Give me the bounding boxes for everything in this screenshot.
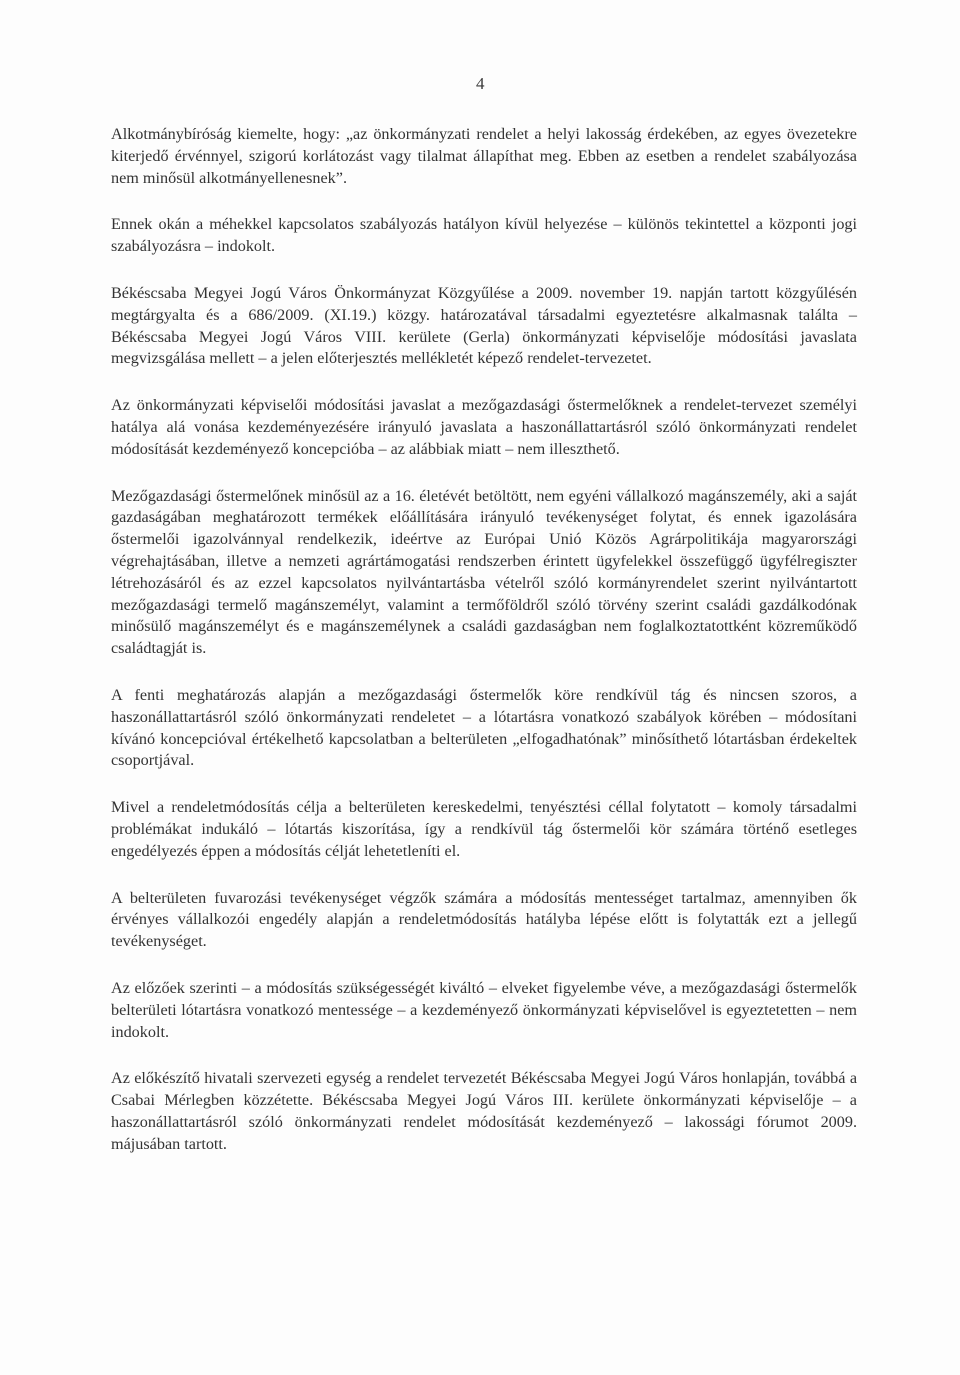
paragraph-amendment-goal: Mivel a rendeletmódosítás célja a belterületen kereskedelmi, tenyésztési céllal folytatott – komoly társadalmi problémákat indukáló – lótartás kiszorítása, így a rendkívül tág őstermelői kör számára történő esetleges engedélyezés éppen a módosítás célját lehetetleníti el. xyxy=(111,798,857,860)
paragraph-transport-exemption: A belterületen fuvarozási tevékenységet végzők számára a módosítás mentességet tartalmaz, amennyiben ők érvényes vállalkozói engedély alapján a rendeletmódosítás hatályba lépése előtt is folytatták ezt a jellegű tevékenységet. xyxy=(111,888,857,951)
page-number: 4 xyxy=(476,74,485,93)
paragraph-publication-forum: Az előkészítő hivatali szervezeti egység a rendelet tervezetét Békéscsaba Megyei Jogú Város honlapján, továbbá a Csabai Mérlegben közzétette. Békéscsaba Megyei Jogú Város III. kerülete önkormányzati képviselője – a haszonállattartásról szóló önkormányzati rendelet módosítását kezdeményező – lakossági fórumot 2009. májusában tartott. xyxy=(111,1069,857,1153)
paragraph-primary-producer-definition: Mezőgazdasági őstermelőnek minősül az a 16. életévét betöltött, nem egyéni vállalkozó magánszemély, aki a saját gazdaságában meghatározott termékek előállítására irányuló tevékenységet folytat, és ennek igazolására őstermelői igazolvánnyal rendelkezik, ideértve az Európai Unió Közös Agrárpolitikája magyarországi végrehajtásában, illetve a nemzeti agrártámogatási rendszerben érintett ügyfelekkel összefüggő ügyfélregiszter létrehozásáról és az ezzel kapcsolatos nyilvántartásba vételről szóló kormányrendelet szerint nyilvántartott mezőgazdasági termelő magánszemélyt, valamint a termőföldről szóló törvény szerint családi gazdálkodónak minősülő magánszemélyt és e magánszemélynek a családi gazdaságban nem foglalkoztatottként közreműködő családtagját is. xyxy=(111,486,857,658)
document-body xyxy=(111,124,857,1155)
paragraph-definition-scope: A fenti meghatározás alapján a mezőgazdasági őstermelők köre rendkívül tág és nincsen szoros, a haszonállattartásról szóló önkormányzati rendeletet – a lótartásra vonatkozó szabályok körében – módosítani kívánó koncepcióval értékelhető kapcsolatban a belterületen „elfogadhatónak” minősíthető lótartásban érdekeltek csoportjával. xyxy=(111,685,857,770)
paragraph-assembly-decision: Békéscsaba Megyei Jogú Város Önkormányzat Közgyűlése a 2009. november 19. napján tartott közgyűlésén megtárgyalta és a 686/2009. (XI.19.) közgy. határozatával társadalmi egyeztetésre alkalmasnak találta – Békéscsaba Megyei Jogú Város VIII. kerülete (Gerla) önkormányzati képviselője módosítási javaslata megvizsgálása mellett – a jelen előterjesztés mellékletét képező rendelet-tervezetet. xyxy=(111,283,857,368)
paragraph-exemption-not-justified: Az előzőek szerinti – a módosítás szükségességét kiváltó – elveket figyelembe véve, a mezőgazdasági őstermelők belterületi lótartásra vonatkozó mentessége – a kezdeményező önkormányzati képviselővel is egyeztetetten – nem indokolt. xyxy=(111,978,857,1041)
paragraph-constitutional-court-quote: Alkotmánybíróság kiemelte, hogy: „az önkormányzati rendelet a helyi lakosság érdekében, az egyes övezetekre kiterjedő érvénnyel, szigorú korlátozást vagy tilalmat állapíthat meg. Ebben az esetben a rendelet szabályozása nem minősül alkotmányellenesnek”. xyxy=(111,125,857,187)
paragraph-amendment-proposal: Az önkormányzati képviselői módosítási javaslat a mezőgazdasági őstermelőknek a rendelet-tervezet személyi hatálya alá vonása kezdeményezésére irányuló javaslata a haszonállattartásról szóló önkormányzati rendelet módosítását kezdeményező koncepcióba – az alábbiak miatt – nem illeszthető. xyxy=(111,396,857,458)
paragraph-bee-regulation: Ennek okán a méhekkel kapcsolatos szabályozás hatályon kívül helyezése – különös tekintettel a központi jogi szabályozásra – indokolt. xyxy=(111,215,857,256)
